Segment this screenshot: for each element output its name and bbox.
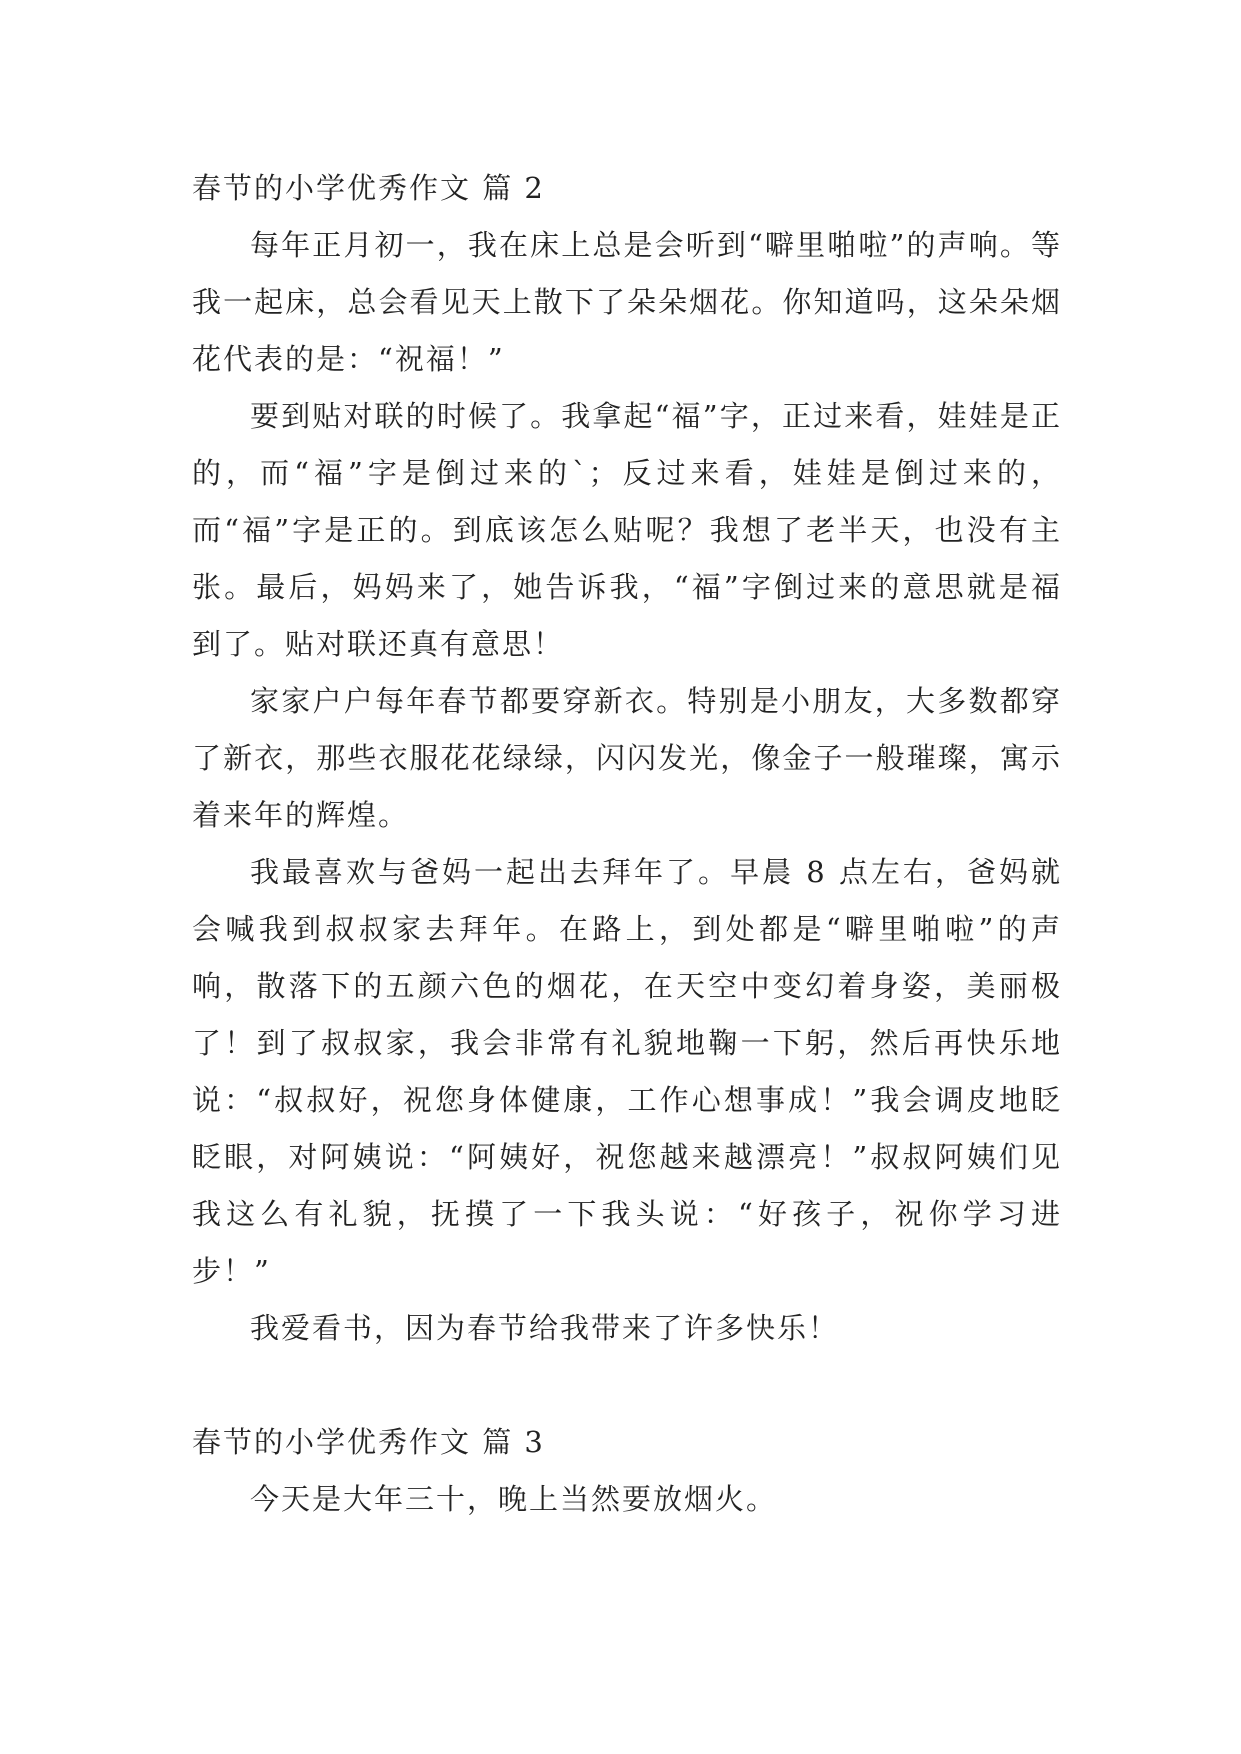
document-body — [192, 160, 1062, 1528]
paragraph: 今天是大年三十，晚上当然要放烟火。 — [250, 1482, 778, 1516]
paragraph: 家家户户每年春节都要穿新衣。特别是小朋友，大多数都穿了新衣，那些衣服花花绿绿，闪闪发光，像金子一般璀璨，寓示着来年的辉煌。 — [192, 684, 1062, 832]
section-title: 春节的小学优秀作文 篇 2 — [192, 171, 545, 205]
paragraph: 我最喜欢与爸妈一起出去拜年了。早晨 8 点左右，爸妈就会喊我到叔叔家去拜年。在路上，到处都是“噼里啪啦”的声响，散落下的五颜六色的烟花，在天空中变幻着身姿，美丽极了！到了叔叔家，我会非常有礼貌地鞠一下躬，然后再快乐地说：“叔叔好，祝您身体健康，工作心想事成！”我会调皮地眨眨眼，对阿姨说：“阿姨好，祝您越来越漂亮！”叔叔阿姨们见我这么有礼貌，抚摸了一下我头说：“好孩子，祝你学习进步！” — [192, 855, 1062, 1288]
section-title: 春节的小学优秀作文 篇 3 — [192, 1425, 545, 1459]
paragraph: 每年正月初一，我在床上总是会听到“噼里啪啦”的声响。等我一起床，总会看见天上散下了朵朵烟花。你知道吗，这朵朵烟花代表的是：“祝福！” — [192, 228, 1062, 376]
paragraph: 我爱看书，因为春节给我带来了许多快乐！ — [250, 1311, 840, 1345]
paragraph: 要到贴对联的时候了。我拿起“福”字，正过来看，娃娃是正的，而“福”字是倒过来的`；反过来看，娃娃是倒过来的，而“福”字是正的。到底该怎么贴呢？我想了老半天，也没有主张。最后，妈妈来了，她告诉我，“福”字倒过来的意思就是福到了。贴对联还真有意思！ — [192, 399, 1062, 661]
section-spacer — [192, 1357, 1062, 1414]
